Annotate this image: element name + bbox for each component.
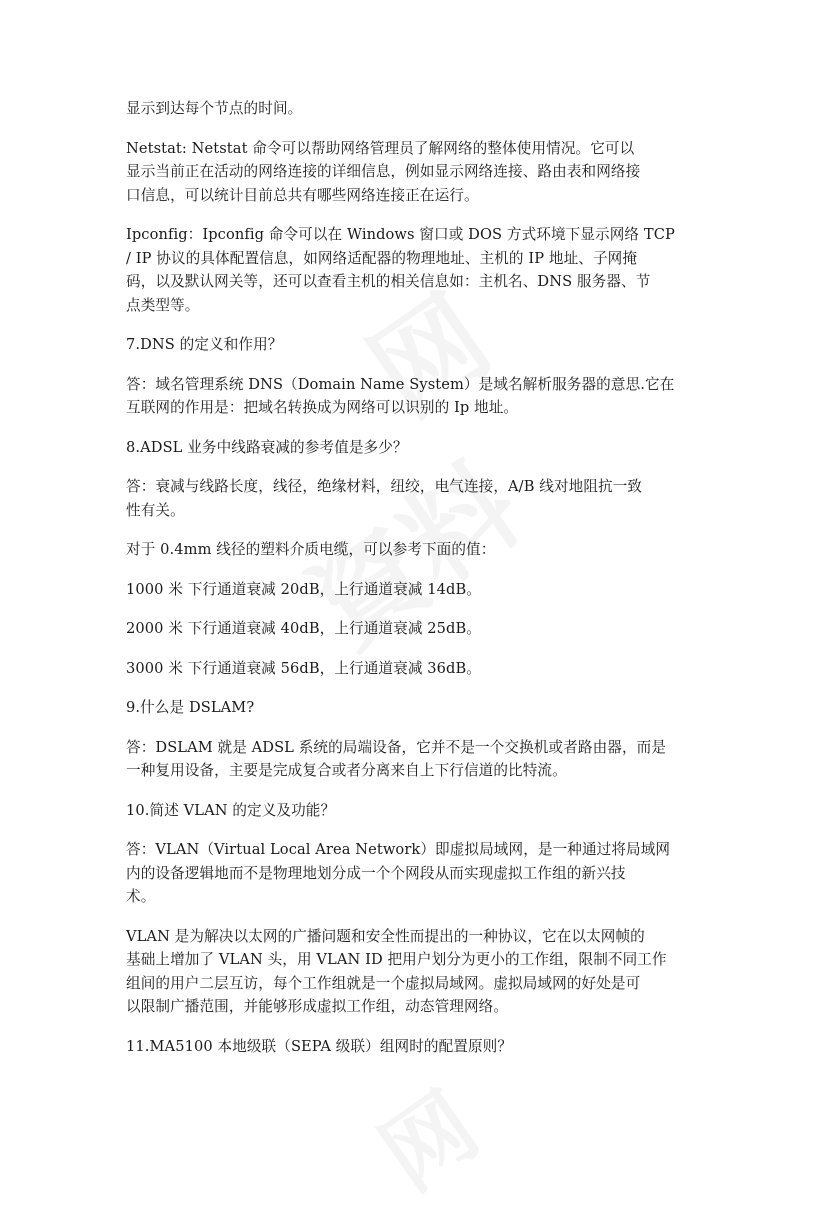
- text-line: 8.ADSL 业务中线路衰减的参考值是多少？: [126, 438, 408, 456]
- text-line: 术。: [126, 888, 156, 905]
- answer-10: [126, 838, 712, 909]
- text-line: 性有关。: [126, 501, 185, 519]
- text-line: 显示到达每个节点的时间。: [126, 100, 303, 117]
- answer-8: [126, 475, 712, 522]
- text-line: 答：VLAN（Virtual Local Area Network）即虚拟局域网，是一种通过将局域网: [126, 841, 671, 858]
- document-body: [126, 97, 712, 1074]
- reference-intro: [126, 538, 712, 562]
- text-line: / IP 协议的具体配置信息，如网络适配器的物理地址、主机的 IP 地址、子网掩: [126, 249, 638, 267]
- question-8-heading: [126, 436, 712, 460]
- text-line: 10.简述 VLAN 的定义及功能？: [126, 801, 336, 819]
- text-line: 码，以及默认网关等，还可以查看主机的相关信息如：主机名、DNS 服务器、节: [126, 273, 651, 290]
- question-11-heading: [126, 1035, 712, 1059]
- question-9-heading: [126, 696, 712, 720]
- text-line: 2000 米 下行通道衰减 40dB，上行通道衰减 25dB。: [126, 620, 481, 637]
- text-line: 9.什么是 DSLAM?: [126, 699, 255, 716]
- answer-7: [126, 373, 712, 420]
- question-10-heading: [126, 799, 712, 823]
- text-line: 内的设备逻辑地而不是物理地划分成一个个网段从而实现虚拟工作组的新兴技: [126, 864, 626, 882]
- text-line: 点类型等。: [126, 296, 200, 314]
- reference-2000m: [126, 617, 712, 641]
- watermark-bottom: [351, 1056, 499, 1214]
- paragraph-ipconfig: [126, 223, 712, 317]
- question-7-heading: [126, 333, 712, 357]
- text-line: 以限制广播范围，并能够形成虚拟工作组，动态管理网络。: [126, 998, 509, 1015]
- text-line: 一种复用设备，主要是完成复合或者分离来自上下行信道的比特流。: [126, 762, 567, 779]
- answer-10-detail: [126, 925, 712, 1019]
- text-line: 口信息，可以统计目前总共有哪些网络连接正在运行。: [126, 186, 479, 204]
- text-line: 答：域名管理系统 DNS（Domain Name System）是域名解析服务器的意思.它在: [126, 375, 675, 393]
- text-line: 3000 米 下行通道衰减 56dB，上行通道衰减 36dB。: [126, 659, 481, 677]
- text-line: 答：DSLAM 就是 ADSL 系统的局端设备，它并不是一个交换机或者路由器，而是: [126, 738, 667, 756]
- text-line: 7.DNS 的定义和作用？: [126, 336, 283, 353]
- text-line: 显示当前正在活动的网络连接的详细信息，例如显示网络连接、路由表和网络接: [126, 163, 641, 180]
- text-line: 互联网的作用是：把域名转换成为网络可以识别的 Ip 地址。: [126, 399, 519, 416]
- reference-3000m: [126, 657, 712, 681]
- text-line: Netstat: Netstat 命令可以帮助网络管理员了解网络的整体使用情况。它可以: [126, 139, 635, 157]
- text-line: 1000 米 下行通道衰减 20dB，上行通道衰减 14dB。: [126, 580, 481, 598]
- text-line: 对于 0.4mm 线径的塑料介质电缆，可以参考下面的值：: [126, 541, 496, 558]
- text-line: VLAN 是为解决以太网的广播问题和安全性而提出的一种协议，它在以太网帧的: [126, 927, 645, 945]
- reference-1000m: [126, 578, 712, 602]
- answer-9: [126, 736, 712, 783]
- text-line: 11.MA5100 本地级联（SEPA 级联）组网时的配置原则？: [126, 1037, 513, 1055]
- paragraph-trace-ending: [126, 97, 712, 121]
- text-line: 答：衰减与线路长度，线径，绝缘材料，纽绞，电气连接，A/B 线对地阻抗一致: [126, 478, 643, 495]
- text-line: 组间的用户二层互访，每个工作组就是一个虚拟局域网。虚拟局域网的好处是可: [126, 974, 641, 992]
- paragraph-netstat: [126, 137, 712, 208]
- text-line: 基础上增加了 VLAN 头，用 VLAN ID 把用户划分为更小的工作组，限制不同工作: [126, 951, 667, 968]
- text-line: Ipconfig：Ipconfig 命令可以在 Windows 窗口或 DOS 方式环境下显示网络 TCP: [126, 226, 675, 243]
